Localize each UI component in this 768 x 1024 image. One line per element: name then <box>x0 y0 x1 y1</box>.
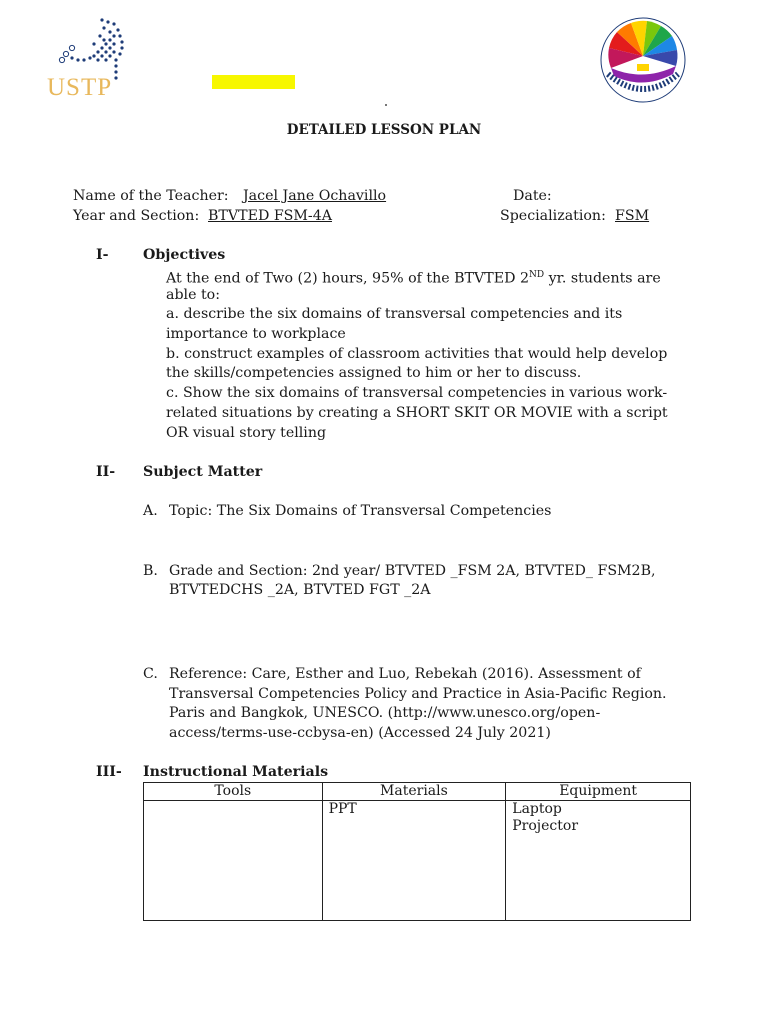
materials-table <box>143 782 691 921</box>
department-seal-icon <box>600 14 686 106</box>
subject-item-a-text: Topic: The Six Domains of Transversal Competencies <box>169 503 552 519</box>
objectives-line: b. construct examples of classroom activities that would help develop <box>166 346 668 362</box>
objectives-line: related situations by creating a SHORT SKIT OR MOVIE with a script <box>166 405 668 421</box>
objectives-line: a. describe the six domains of transversal competencies and its <box>166 306 623 322</box>
section-2-number: II- <box>96 464 116 480</box>
teacher-name: Jacel Jane Ochavillo <box>243 188 387 204</box>
objectives-intro <box>166 265 661 289</box>
objectives-line: importance to workplace <box>166 326 346 342</box>
section-3-title: Instructional Materials <box>143 764 329 780</box>
section-1-title: Objectives <box>143 247 226 263</box>
objectives-line: the skills/competencies assigned to him or her to discuss. <box>166 365 582 381</box>
objectives-intro-b: yr. students are <box>544 270 661 287</box>
objectives-line: c. Show the six domains of transversal competencies in various work- <box>166 385 668 401</box>
equipment-item: Projector <box>512 818 579 834</box>
specialization-label: Specialization: <box>500 208 606 224</box>
objectives-line: able to: <box>166 287 221 303</box>
cell-materials: PPT <box>322 801 506 921</box>
page-title: DETAILED LESSON PLAN <box>286 122 482 138</box>
ustp-logo-text: USTP <box>47 74 113 101</box>
equipment-item: Laptop <box>512 801 562 817</box>
specialization-value: FSM <box>615 208 650 224</box>
reference-line: access/terms-use-ccbysa-en) (Accessed 24 July 2021) <box>169 725 551 741</box>
section-1-number: I- <box>96 247 109 263</box>
subject-item-c-letter: C. <box>143 666 158 682</box>
header-equipment: Equipment <box>506 783 691 801</box>
date-label: Date: <box>513 188 552 204</box>
subject-item-a-letter: A. <box>143 503 158 519</box>
objectives-intro-sup: ND <box>529 270 545 280</box>
year-section-label: Year and Section: <box>73 208 200 224</box>
section-2-title: Subject Matter <box>143 464 263 480</box>
table-header-row <box>144 783 691 801</box>
objectives-intro-a: At the end of Two (2) hours, 95% of the BTVTED 2 <box>166 270 529 287</box>
header-materials: Materials <box>322 783 506 801</box>
reference-line: Transversal Competencies Policy and Practice in Asia-Pacific Region. <box>169 686 667 702</box>
stray-dot <box>385 104 387 106</box>
cell-equipment <box>506 801 691 921</box>
subject-item-b-line: Grade and Section: 2nd year/ BTVTED _FSM 2A, BTVTED_ FSM2B, <box>169 563 656 579</box>
subject-item-b-letter: B. <box>143 563 158 579</box>
header-tools: Tools <box>144 783 323 801</box>
objectives-line: OR visual story telling <box>166 425 327 441</box>
year-section-value: BTVTED FSM-4A <box>208 208 332 224</box>
table-row <box>144 801 691 921</box>
section-3-number: III- <box>96 764 122 780</box>
teacher-label: Name of the Teacher: <box>73 188 229 204</box>
yellow-highlight <box>212 75 295 89</box>
reference-line: Paris and Bangkok, UNESCO. (http://www.unesco.org/open- <box>169 705 601 721</box>
cell-tools <box>144 801 323 921</box>
subject-item-b-line: BTVTEDCHS _2A, BTVTED FGT _2A <box>169 582 431 598</box>
reference-line: Reference: Care, Esther and Luo, Rebekah (2016). Assessment of <box>169 666 641 682</box>
